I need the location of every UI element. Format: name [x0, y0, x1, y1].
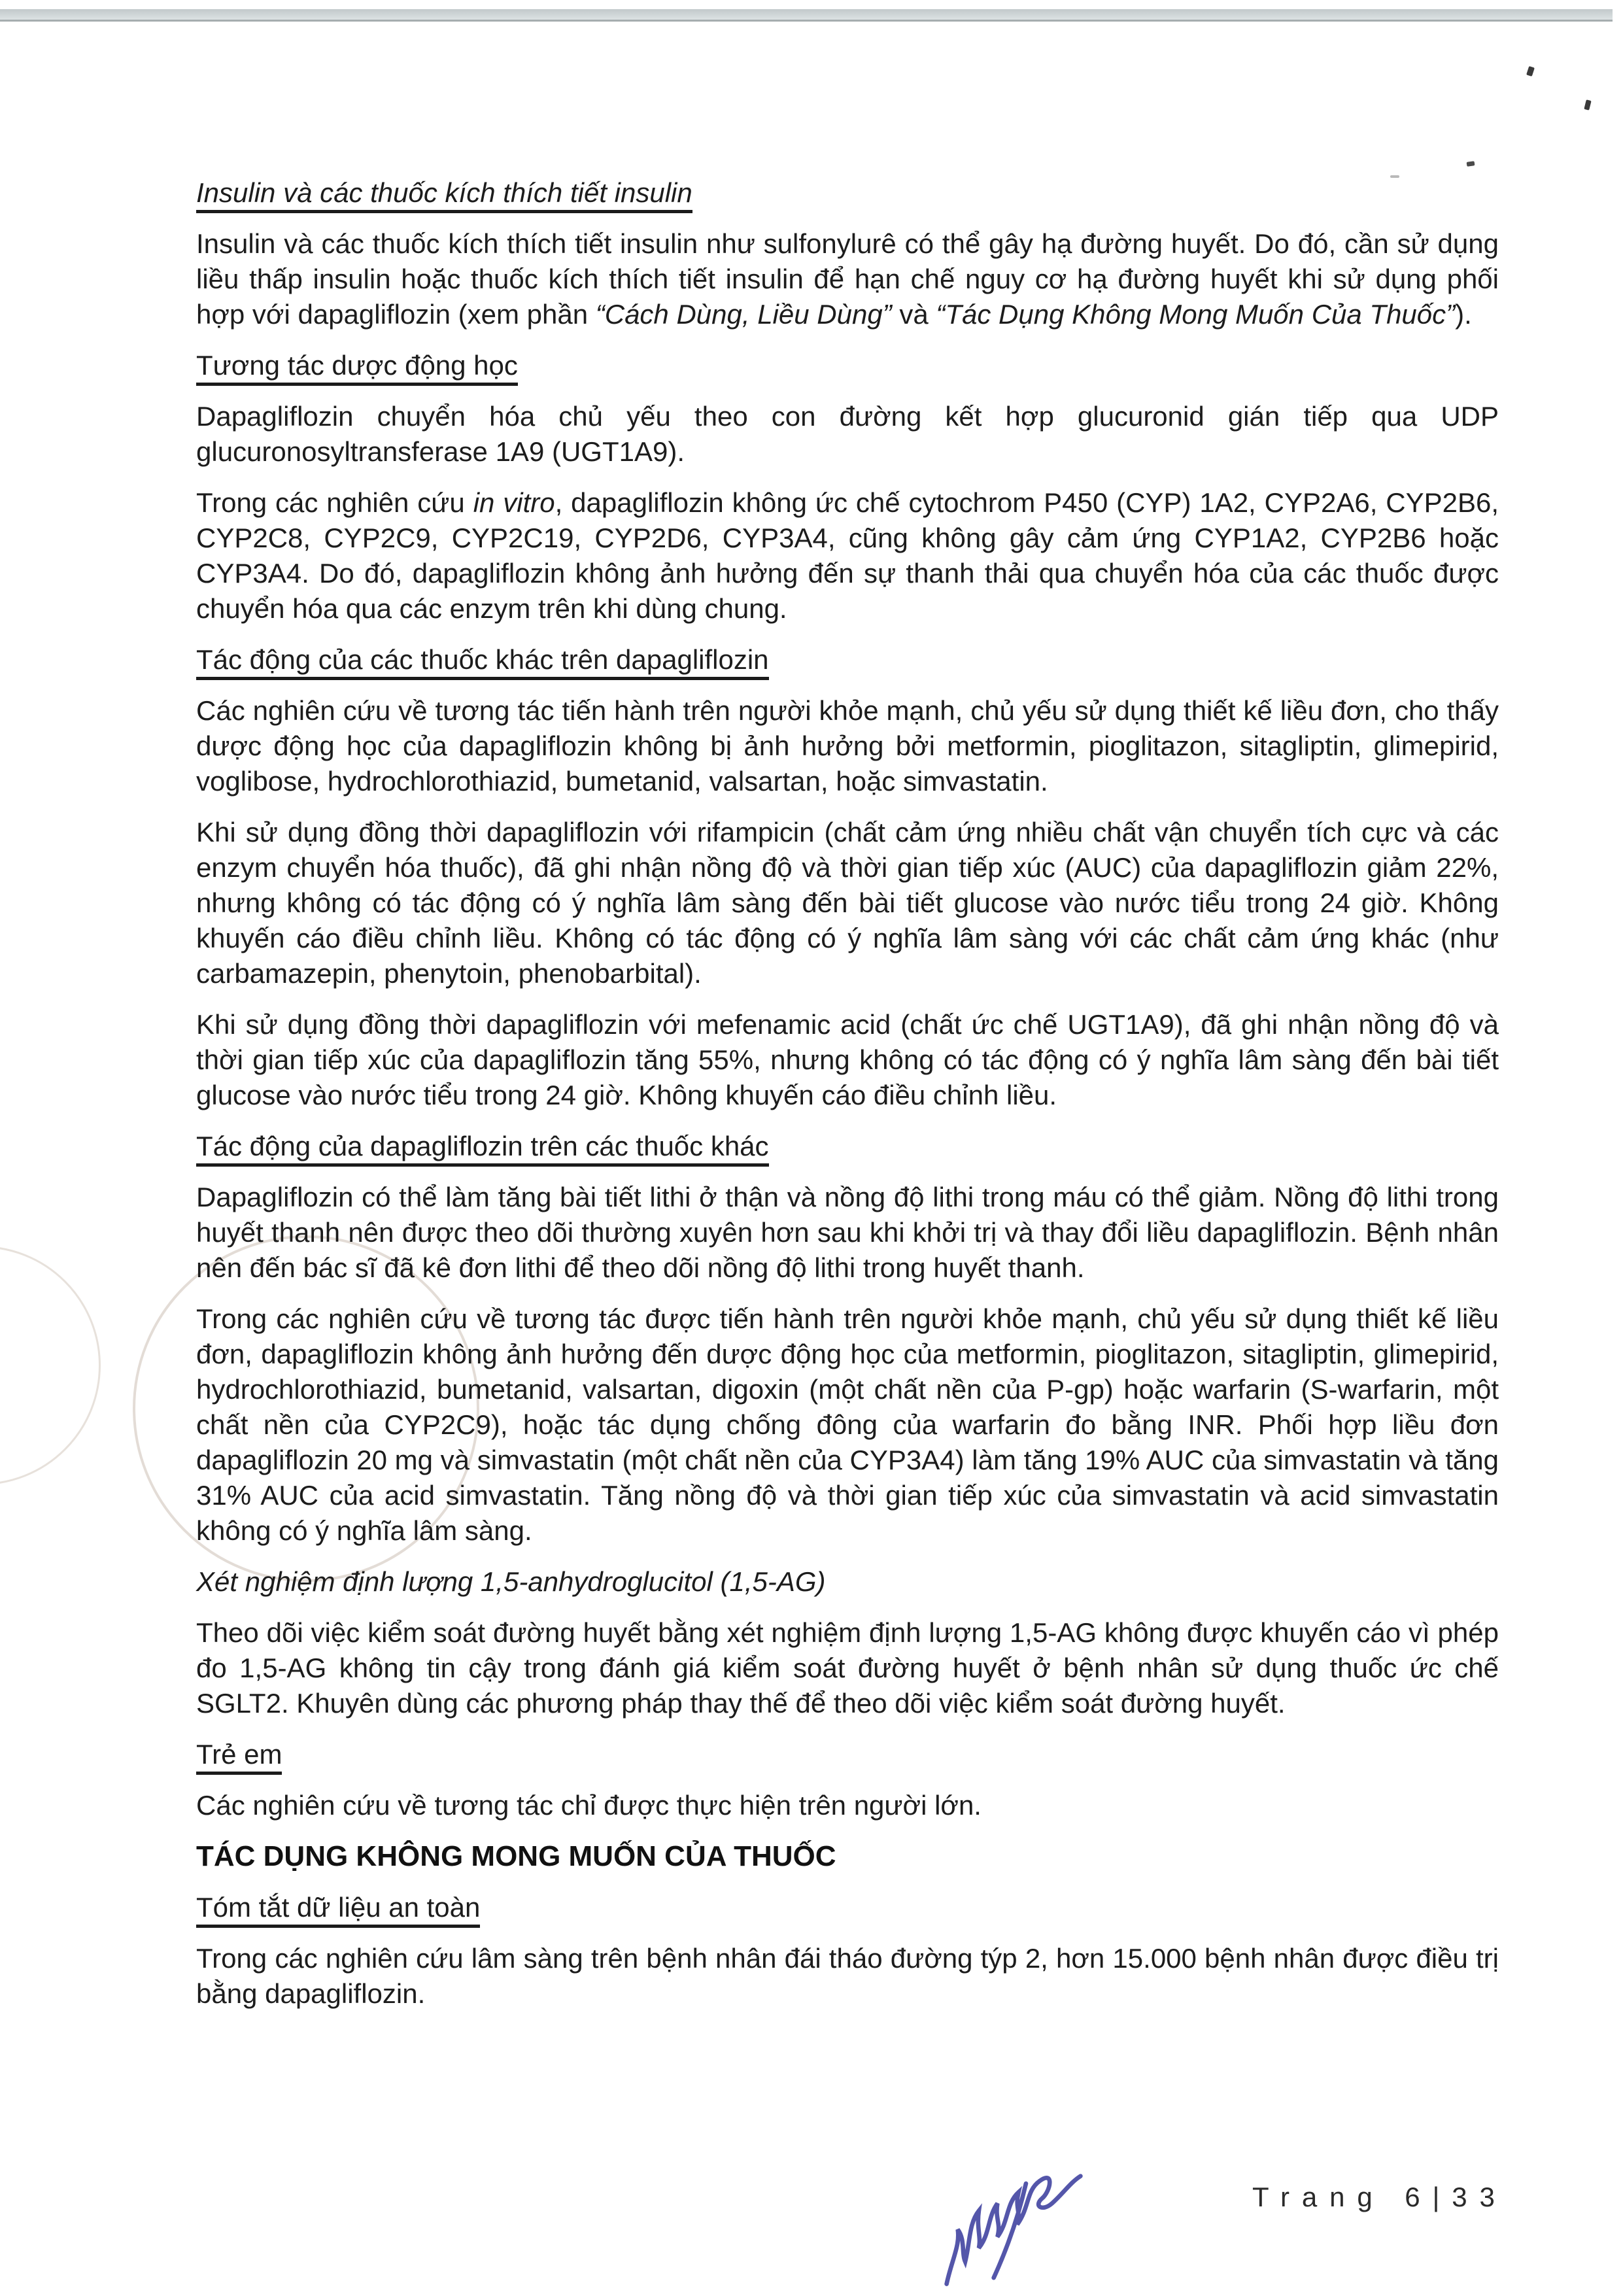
heading-insulin-secretagogues	[196, 175, 1499, 211]
heading-text: Xét nghiệm định lượng 1,5-anhydroglucitol (1,5-AG)	[196, 1566, 826, 1597]
para-children-adults-only: Các nghiên cứu về tương tác chỉ được thực hiện trên người lớn.	[196, 1790, 982, 1821]
heading-pharmacokinetic-interactions	[196, 348, 1499, 383]
para-in-vitro-cyp: Trong các nghiên cứu in vitro, dapagliflozin không ức chế cytochrom P450 (CYP) 1A2, CYP2A6, CYP2B6, CYP2C8, CYP2C9, CYP2C19, CYP2D6, CYP3A4, cũng không gây cảm ứng CYP1A2, CYP2B6 hoặc CYP3A4. Do đó, dapagliflozin không ảnh hưởng đến sự thanh thải qua chuyển hóa của các thuốc được chuyển hóa qua các enzym trên khi dùng chung.	[196, 487, 1499, 624]
para-rifampicin-interaction: Khi sử dụng đồng thời dapagliflozin với rifampicin (chất cảm ứng nhiều chất vận chuyển tích cực và các enzym chuyển hóa thuốc), đã ghi nhận nồng độ và thời gian tiếp xúc (AUC) của dapagliflozin giảm 22%, nhưng không có tác động có ý nghĩa lâm sàng đến bài tiết glucose vào nước tiểu trong 24 giờ. Không khuyến cáo điều chỉnh liều. Không có tác động có ý nghĩa lâm sàng với các chất cảm ứng khác (như carbamazepin, phenytoin, phenobarbital).	[196, 817, 1499, 989]
document-body	[196, 175, 1499, 2027]
heading-15-ag-assay	[196, 1564, 1499, 1600]
heading-adverse-effects	[196, 1839, 1499, 1874]
faint-stamp-arc	[0, 1246, 101, 1485]
scan-speck	[1467, 161, 1475, 167]
para-healthy-subject-studies: Các nghiên cứu về tương tác tiến hành trên người khỏe mạnh, chủ yếu sử dụng thiết kế liều đơn, cho thấy dược động học của dapagliflozin không bị ảnh hưởng bởi metformin, pioglitazon, sitagliptin, glimepirid, voglibose, hydrochlorothiazid, bumetanid, valsartan, hoặc simvastatin.	[196, 695, 1499, 797]
heading-safety-summary	[196, 1890, 1499, 1925]
heading-text: Insulin và các thuốc kích thích tiết insulin	[196, 177, 692, 213]
scan-speck	[1584, 99, 1591, 110]
heading-children	[196, 1737, 1499, 1772]
heading-text: Tác động của dapagliflozin trên các thuốc khác	[196, 1131, 769, 1167]
scan-edge-bar	[0, 9, 1613, 22]
para-clinical-studies-15000-patients: Trong các nghiên cứu lâm sàng trên bệnh nhân đái tháo đường týp 2, hơn 15.000 bệnh nhân được điều trị bằng dapagliflozin.	[196, 1943, 1499, 2009]
heading-dapagliflozin-on-other-drugs	[196, 1129, 1499, 1164]
heading-text: TÁC DỤNG KHÔNG MONG MUỐN CỦA THUỐC	[196, 1840, 836, 1872]
heading-text: Trẻ em	[196, 1739, 282, 1775]
scan-speck	[1526, 66, 1535, 77]
heading-text: Tóm tắt dữ liệu an toàn	[196, 1892, 480, 1928]
para-lithium-excretion: Dapagliflozin có thể làm tăng bài tiết lithi ở thận và nồng độ lithi trong máu có thể giảm. Nồng độ lithi trong huyết thanh nên được theo dõi thường xuyên hơn sau khi khởi trị và thay đổi liều dapagliflozin. Bệnh nhân nên đến bác sĩ đã kê đơn lithi để theo dõi nồng độ lithi trong huyết thanh.	[196, 1182, 1499, 1283]
para-glucuronide-metabolism: Dapagliflozin chuyển hóa chủ yếu theo con đường kết hợp glucuronid gián tiếp qua UDP glucuronosyltransferase 1A9 (UGT1A9).	[196, 401, 1499, 467]
signature-stroke	[947, 2176, 1081, 2284]
heading-other-drugs-on-dapagliflozin	[196, 642, 1499, 677]
heading-text: Tác động của các thuốc khác trên dapagliflozin	[196, 644, 769, 680]
heading-text: Tương tác dược động học	[196, 350, 518, 386]
para-15-ag-monitoring: Theo dõi việc kiểm soát đường huyết bằng xét nghiệm định lượng 1,5-AG không được khuyến cáo vì phép đo 1,5-AG không tin cậy trong đánh giá kiểm soát đường huyết ở bệnh nhân sử dụng thuốc ức chế SGLT2. Khuyên dùng các phương pháp thay thế để theo dõi việc kiểm soát đường huyết.	[196, 1617, 1499, 1719]
para-interaction-studies-warfarin-simvastatin: Trong các nghiên cứu về tương tác được tiến hành trên người khỏe mạnh, chủ yếu sử dụng thiết kế liều đơn, dapagliflozin không ảnh hưởng đến dược động học của metformin, pioglitazon, sitagliptin, glimepirid, hydrochlorothiazid, bumetanid, valsartan, digoxin (một chất nền của P-gp) hoặc warfarin (S-warfarin, một chất nền của CYP2C9), hoặc tác dụng chống đông của warfarin đo bằng INR. Phối hợp liều đơn dapagliflozin 20 mg và simvastatin (một chất nền của CYP3A4) làm tăng 19% AUC của simvastatin và tăng 31% AUC của acid simvastatin. Tăng nồng độ và thời gian tiếp xúc của simvastatin và acid simvastatin không có ý nghĩa lâm sàng.	[196, 1303, 1499, 1546]
signature-scribble	[931, 2124, 1096, 2291]
page-number: Trang 6|33	[1252, 2182, 1507, 2212]
para-insulin-hypoglycemia: Insulin và các thuốc kích thích tiết insulin như sulfonylurê có thể gây hạ đường huyết. Do đó, cần sử dụng liều thấp insulin hoặc thuốc kích thích tiết insulin để hạn chế nguy cơ hạ đường huyết khi sử dụng phối hợp với dapagliflozin (xem phần “Cách Dùng, Liều Dùng” và “Tác Dụng Không Mong Muốn Của Thuốc”).	[196, 228, 1499, 330]
para-mefenamic-acid-interaction: Khi sử dụng đồng thời dapagliflozin với mefenamic acid (chất ức chế UGT1A9), đã ghi nhận nồng độ và thời gian tiếp xúc của dapagliflozin tăng 55%, nhưng không có tác động có ý nghĩa lâm sàng đến bài tiết glucose vào nước tiểu trong 24 giờ. Không khuyến cáo điều chỉnh liều.	[196, 1009, 1499, 1110]
